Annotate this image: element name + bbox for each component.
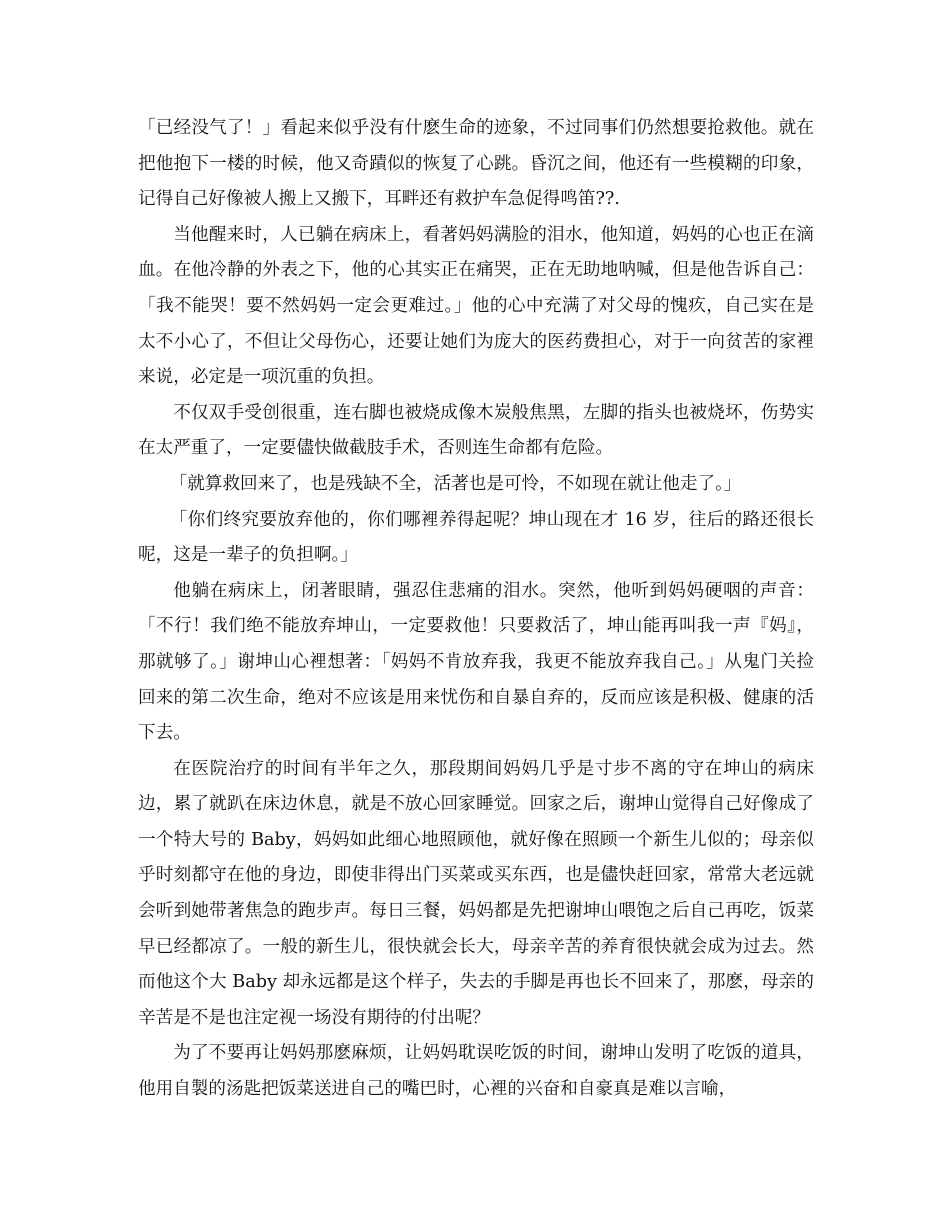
paragraph-6: 他躺在病床上，闭著眼睛，强忍住悲痛的泪水。突然，他听到妈妈硬咽的声音：「不行！我们绝不能放弃坤山，一定要救他！只要救活了，坤山能再叫我一声『妈』，那就够了。」谢坤山心裡想著：「妈妈不肯放弃我，我更不能放弃我自己。」从鬼门关捡回来的第二次生命，绝对不应该是用来忧伤和自暴自弃的，反而应该是积极、健康的活下去。: [138, 580, 814, 744]
paragraph-3: 不仅双手受创很重，连右脚也被烧成像木炭般焦黑，左脚的指头也被烧坏，伤势实在太严重了，一定要儘快做截肢手术，否则连生命都有危险。: [138, 402, 814, 459]
paragraph-4: 「就算救回来了，也是残缺不全，活著也是可怜，不如现在就让他走了。」: [169, 473, 742, 494]
paragraph-2: 当他醒来时，人已躺在病床上，看著妈妈满脸的泪水，他知道，妈妈的心也正在滴血。在他冷静的外表之下，他的心其实正在痛哭，正在无助地呐喊，但是他告诉自己：「我不能哭！要不然妈妈一定会更难过。」他的心中充满了对父母的愧疚，自己实在是太不小心了，不但让父母伤心，还要让她们为庞大的医药费担心，对于一向贫苦的家裡来说，必定是一项沉重的负担。: [138, 224, 814, 388]
paragraph-7: 在医院治疗的时间有半年之久，那段期间妈妈几乎是寸步不离的守在坤山的病床边，累了就趴在床边休息，就是不放心回家睡觉。回家之后，谢坤山觉得自己好像成了一个特大号的 Baby，妈妈如此细心地照顾他，就好像在照顾一个新生儿似的；母亲似乎时刻都守在他的身边，即使非得出门买菜或买东西，也是儘快赶回家，常常大老远就会听到她带著焦急的跑步声。每日三餐，妈妈都是先把谢坤山喂饱之后自己再吃，饭菜早已经都凉了。一般的新生儿，很快就会长大，母亲辛苦的养育很快就会成为过去。然而他这个大 Baby 却永远都是这个样子，失去的手脚是再也长不回来了，那麽，母亲的辛苦是不是也注定视一场没有期待的付出呢？: [138, 758, 814, 1028]
document-page: [138, 111, 814, 1108]
paragraph-8: 为了不要再让妈妈那麽麻烦，让妈妈耽误吃饭的时间，谢坤山发明了吃饭的道具，他用自製的汤匙把饭菜送进自己的嘴巴时，心裡的兴奋和自豪真是难以言喻，: [138, 1043, 814, 1100]
paragraph-5: 「你们终究要放弃他的，你们哪裡养得起呢？坤山现在才 16 岁，往后的路还很长呢，这是一辈子的负担啊。」: [138, 509, 814, 566]
paragraph-1: 「已经没气了！」看起来似乎没有什麽生命的迹象，不过同事们仍然想要抢救他。就在把他抱下一楼的时候，他又奇蹟似的恢复了心跳。昏沉之间，他还有一些模糊的印象，记得自己好像被人搬上又搬下，耳畔还有救护车急促得鸣笛??.: [138, 118, 814, 210]
